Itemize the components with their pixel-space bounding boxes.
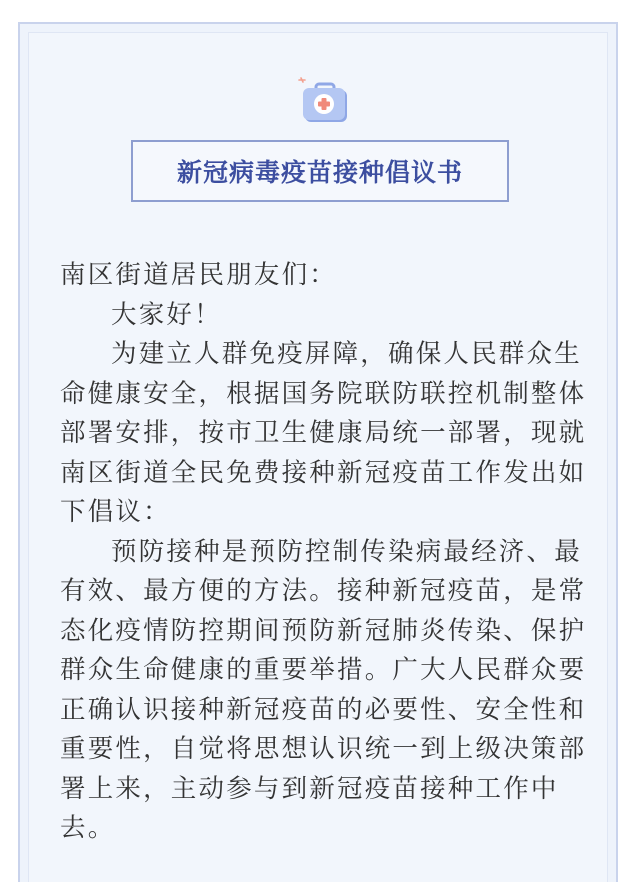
salutation: 南区街道居民朋友们： — [60, 260, 338, 290]
paragraph-1: 为建立人群免疫屏障，确保人民群众生命健康安全，根据国务院联防联控机制整体部署安排，按市卫生健康局统一部署，现就南区街道全民免费接种新冠疫苗工作发出如下倡议： — [60, 339, 587, 527]
document-body — [60, 256, 592, 849]
title-box — [131, 140, 509, 202]
paragraph-2: 预防接种是预防控制传染病最经济、最有效、最方便的方法。接种新冠疫苗，是常态化疫情防控期间预防新冠肺炎传染、保护群众生命健康的重要举措。广大人民群众要正确认识接种新冠疫苗的必要性、安全性和重要性，自觉将思想认识统一到上级决策部署上来，主动参与到新冠疫苗接种工作中去。 — [60, 536, 587, 843]
document-title: 新冠病毒疫苗接种倡议书 — [176, 158, 463, 187]
medical-kit-icon — [296, 72, 354, 128]
greeting: 大家好！ — [111, 299, 222, 330]
